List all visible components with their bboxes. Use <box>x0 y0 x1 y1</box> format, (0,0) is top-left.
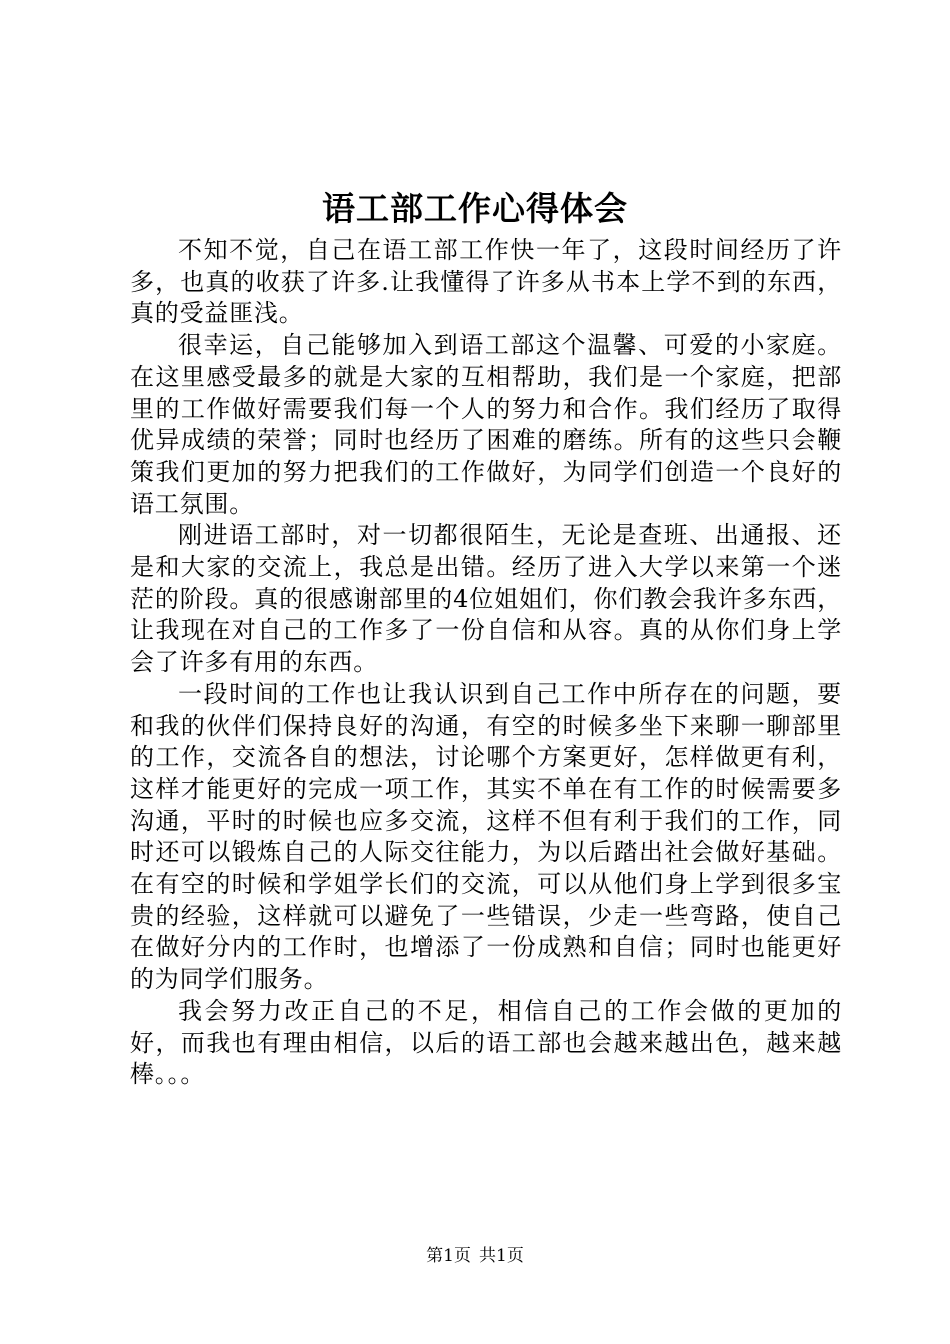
paragraph: 很幸运，自己能够加入到语工部这个温馨、可爱的小家庭。在这里感受最多的就是大家的互相帮助，我们是一个家庭，把部里的工作做好需要我们每一个人的努力和合作。我们经历了取得优异成绩的荣誉；同时也经历了困难的磨练。所有的这些只会鞭策我们更加的努力把我们的工作做好，为同学们创造一个良好的语工氛围。 <box>130 331 842 518</box>
document-title: 语工部工作心得体会 <box>322 189 628 228</box>
paragraph: 一段时间的工作也让我认识到自己工作中所存在的问题，要和我的伙伴们保持良好的沟通，有空的时候多坐下来聊一聊部里的工作，交流各自的想法，讨论哪个方案更好，怎样做更有利，这样才能更好的完成一项工作，其实不单在有工作的时候需要多沟通，平时的时候也应多交流，这样不但有利于我们的工作，同时还可以锻炼自己的人际交往能力，为以后踏出社会做好基础。在有空的时候和学姐学长们的交流，可以从他们身上学到很多宝贵的经验，这样就可以避免了一些错误，少走一些弯路，使自己在做好分内的工作时，也增添了一份成熟和自信；同时也能更好的为同学们服务。 <box>130 679 842 994</box>
page-footer <box>0 1244 950 1268</box>
paragraph: 我会努力改正自己的不足，相信自己的工作会做的更加的好，而我也有理由相信，以后的语工部也会越来越出色，越来越棒。。。 <box>130 996 842 1089</box>
paragraph: 不知不觉，自己在语工部工作快一年了，这段时间经历了许多，也真的收获了许多.让我懂得了许多从书本上学不到的东西，真的受益匪浅。 <box>130 236 842 328</box>
page-number: 第1页 <box>426 1246 471 1266</box>
document-body <box>130 235 842 1091</box>
paragraph: 刚进语工部时，对一切都很陌生，无论是查班、出通报、还是和大家的交流上，我总是出错。经历了进入大学以来第一个迷茫的阶段。真的很感谢部里的4位姐姐们，你们教会我许多东西，让我现在对自己的工作多了一份自信和从容。真的从你们身上学会了许多有用的东西。 <box>130 521 842 677</box>
page-total: 共1页 <box>479 1246 524 1266</box>
